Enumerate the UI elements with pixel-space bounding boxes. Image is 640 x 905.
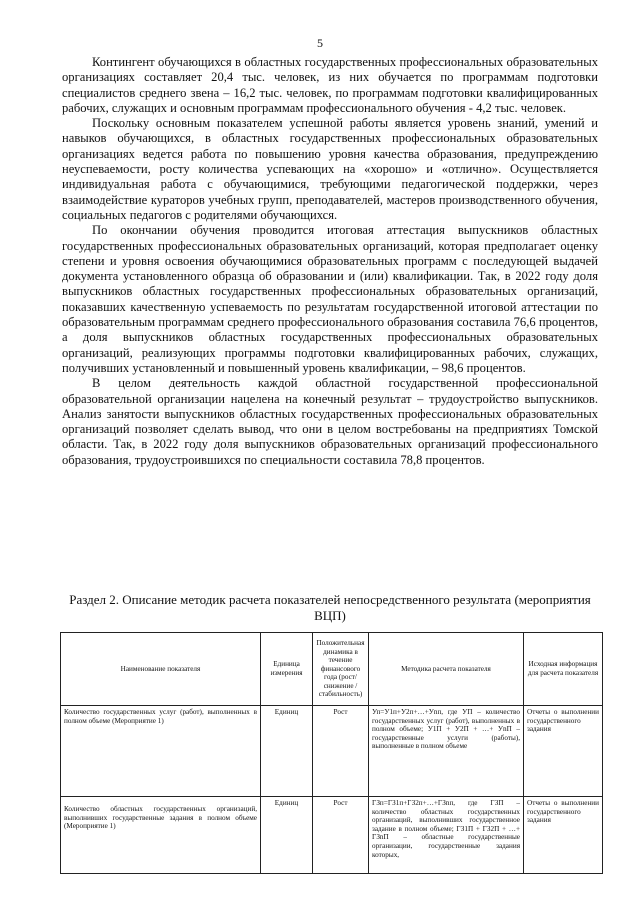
cell-source: Отчеты о выполнении государственного задания [524, 797, 603, 874]
cell-unit: Единиц [261, 706, 313, 797]
header-method: Методика расчета показателя [369, 633, 524, 706]
cell-method: ГЗп=ГЗ1п+ГЗ2п+…+ГЗnп, где ГЗП – количество областных государственных организаций, выполнивших государственное задание в полном объеме; ГЗ1П + ГЗ2П + …+ ГЗnП – областные государственные организации, государственные задания которых, [369, 797, 524, 874]
cell-unit: Единиц [261, 797, 313, 874]
header-unit: Единица измерения [261, 633, 313, 706]
body-text [62, 55, 598, 468]
section-title: Раздел 2. Описание методик расчета показателей непосредственного результата (мероприятия ВЦП) [69, 592, 591, 623]
page-number: 5 [317, 36, 323, 50]
cell-source: Отчеты о выполнении государственного задания [524, 706, 603, 797]
cell-dynamics: Рост [313, 706, 369, 797]
cell-method: Уп=У1п+У2п+…+Уnп, где УП – количество государственных услуг (работ), выполненных в полном объеме; У1П + У2П + …+ УnП – государственные услуги (работы), выполненные в полном объеме [369, 706, 524, 797]
table-header-row [61, 633, 603, 706]
paragraph-contingent: Контингент обучающихся в областных государственных профессиональных образовательных организациях составляет 20,4 тыс. человек, из них обучается по программам подготовки специалистов среднего звена – 16,2 тыс. человек, по программам подготовки квалифицированных рабочих, служащих и основным программам профессионального обучения - 4,2 тыс. человек. [62, 55, 598, 115]
header-indicator-name: Наименование показателя [61, 633, 261, 706]
indicators-table [60, 632, 603, 874]
paragraph-employment: В целом деятельность каждой областной государственной профессиональной образовательной организации нацелена на конечный результат – трудоустройство выпускников. Анализ занятости выпускников областных государственных профессиональных образовательных организаций позволяет сделать вывод, что они в целом востребованы на предприятиях Томской области. Так, в 2022 году доля выпускников образовательных организаций профессионального образования, трудоустроившихся по специальности составила 78,8 процентов. [62, 376, 598, 467]
cell-dynamics: Рост [313, 797, 369, 874]
cell-indicator-name: Количество государственных услуг (работ), выполненных в полном объеме (Мероприятие 1) [61, 706, 261, 797]
table-row [61, 797, 603, 874]
paragraph-quality: Поскольку основным показателем успешной работы является уровень знаний, умений и навыков обучающихся, в областных государственных профессиональных образовательных организациях ведется работа по повышению уровня качества образования, предупреждению неуспеваемости, росту количества успевающих на «хорошо» и «отлично». Осуществляется индивидуальная работа с обучающимися, требующими педагогической поддержки, через взаимодействие кураторов учебных групп, преподавателей, мастеров производственного обучения, социальных педагогов с родителями обучающихся. [62, 116, 598, 222]
header-dynamics: Положительная динамика в течение финансового года (рост/снижение /стабильность) [313, 633, 369, 706]
table-row [61, 706, 603, 797]
cell-indicator-name: Количество областных государственных организаций, выполнивших государственные задания в полном объеме (Мероприятие 1) [61, 797, 261, 874]
header-source: Исходная информация для расчета показателя [524, 633, 603, 706]
paragraph-attestation: По окончании обучения проводится итоговая аттестация выпускников областных государственных профессиональных образовательных организаций, которая предполагает оценку степени и уровня освоения обучающимися образовательных программ с последующей выдачей документа установленного образца об образовании и (или) квалификации. Так, в 2022 году доля выпускников областных государственных профессиональных образовательных организаций, показавших качественную успеваемость по результатам государственной итоговой аттестации по образовательным программам среднего профессионального образования составила 76,6 процентов, а доля выпускников областных государственных профессиональных образовательных организаций, реализующих программы подготовки квалифицированных рабочих, служащих, получивших установленный и повышенный уровень квалификации, – 98,6 процентов. [62, 223, 598, 375]
